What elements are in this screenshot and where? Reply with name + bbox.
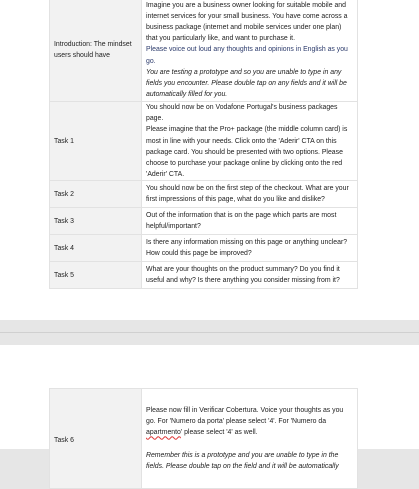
- intro-text: Imagine you are a business owner looking for suitable mobile and internet services for your small business. You have come across a business package (internet and mobile services under one plan) that you particularly like, and want to purchase it.: [146, 1, 348, 43]
- task-content: You should now be on the first step of the checkout. What are your first impressions of this page, what do you like and dislike?: [142, 181, 358, 208]
- task-content: You should now be on Vodafone Portugal's business packages page. Please imagine that the Pro+ package (the middle column card) is most in line with your needs. Click onto the 'Aderir' CTA on this package card. You should be presented with two options. Please choose to purchase your package online by clicking onto the red 'Aderir' CTA.: [142, 102, 358, 181]
- intro-voice-text: Please voice out loud any thoughts and opinions in English as you go.: [146, 46, 348, 65]
- misspelled-word: apartmento: [146, 429, 181, 437]
- task-label: Task 4: [50, 235, 142, 262]
- table-row-task: [50, 181, 358, 208]
- intro-content: [142, 0, 358, 102]
- table-row-task: [50, 262, 358, 289]
- document-page-2: [0, 345, 419, 470]
- table-row-task: [50, 389, 358, 489]
- task-table-continued: [49, 388, 358, 489]
- table-row-task: [50, 102, 358, 181]
- task-content: [142, 389, 358, 489]
- table-row-task: [50, 208, 358, 235]
- table-row-intro: [50, 0, 358, 102]
- task6-text-a: Please now fill in Verificar Cobertura. Voice your thoughts as you go. For 'Numero da porta' please select '4'. For 'Numero da: [146, 406, 344, 426]
- table-row-task: [50, 235, 358, 262]
- task-label: Task 1: [50, 102, 142, 181]
- task-label: Task 6: [50, 389, 142, 489]
- task-table: [49, 0, 358, 289]
- task-content: Is there any information missing on this page or anything unclear? How could this page be improved?: [142, 235, 358, 262]
- task6-text-b: ' please select '4' as well.: [180, 429, 258, 437]
- task-label: Task 3: [50, 208, 142, 235]
- task-label: Task 5: [50, 262, 142, 289]
- page-break: [0, 332, 419, 333]
- task-content: What are your thoughts on the product summary? Do you find it useful and why? Is there anything you consider missing from it?: [142, 262, 358, 289]
- intro-label: Introduction: The mindset users should have: [50, 0, 142, 102]
- intro-note: You are testing a prototype and so you are unable to type in any fields you encounter. Please double tap on any fields and it will be automatically filled for you.: [146, 68, 347, 99]
- task-content: Out of the information that is on the page which parts are most helpful/important?: [142, 208, 358, 235]
- task6-note: Remember this is a prototype and you are unable to type in the fields. Please double tap on the field and it will be automatically: [146, 451, 339, 470]
- task-label: Task 2: [50, 181, 142, 208]
